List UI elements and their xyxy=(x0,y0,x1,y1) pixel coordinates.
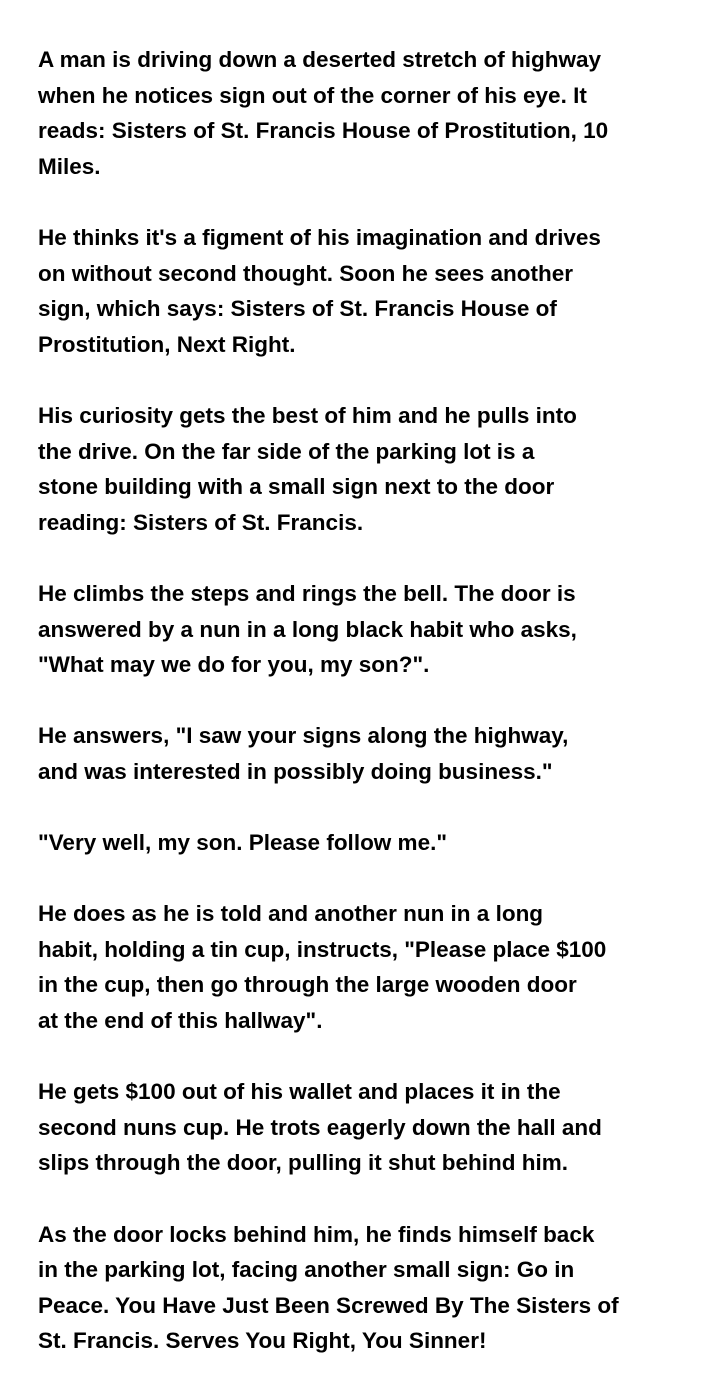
paragraph-pays-100: He gets $100 out of his wallet and places it in the second nuns cup. He trots eagerly down the hall and slips through the door, pulling it shut behind him. xyxy=(38,1079,602,1176)
paragraph-highway-sign: A man is driving down a deserted stretch of highway when he notices sign out of the corner of his eye. It reads: Sisters of St. Francis House of Prostitution, 10 Miles. xyxy=(38,47,609,179)
paragraph-follow-me: "Very well, my son. Please follow me." xyxy=(38,830,447,856)
paragraph-stone-building: His curiosity gets the best of him and he pulls into the drive. On the far side of the parking lot is a stone building with a small sign next to the door reading: Sisters of St. Francis. xyxy=(38,402,577,535)
paragraph-man-answers: He answers, "I saw your signs along the highway, and was interested in possibly doing business." xyxy=(38,723,569,784)
paragraph-punchline: As the door locks behind him, he finds himself back in the parking lot, facing another small sign: Go in Peace. You Have Just Been Screwed By The Sisters of St. Francis. Serves You Right, You Sinner! xyxy=(38,1221,619,1354)
paragraph-nun-answers-door: He climbs the steps and rings the bell. The door is answered by a nun in a long black habit who asks, "What may we do for you, my son?". xyxy=(38,580,577,678)
paragraph-tin-cup: He does as he is told and another nun in a long habit, holding a tin cup, instructs, "Please place $100 in the cup, then go through the large wooden door at the end of this hallway". xyxy=(38,901,607,1034)
joke-story xyxy=(38,42,698,1395)
paragraph-next-right-sign: He thinks it's a figment of his imagination and drives on without second thought. Soon he sees another sign, which says: Sisters of St. Francis House of Prostitution, Next Right. xyxy=(38,224,601,357)
